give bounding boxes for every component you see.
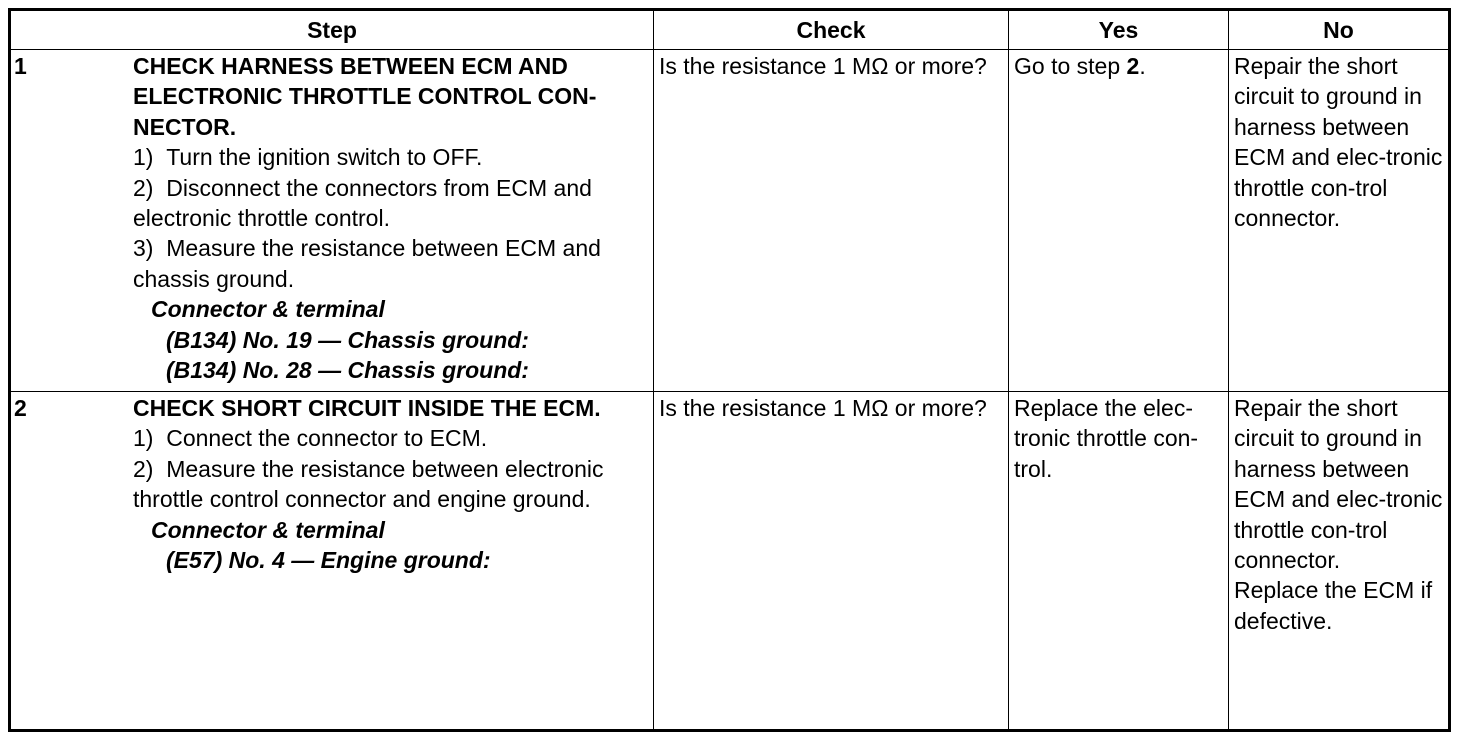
step-instruction: 2) Measure the resistance between electronic throttle control connector and engine ground.: [133, 455, 604, 513]
connector-heading: Connector & terminal: [151, 516, 385, 543]
yes-step-ref: 2: [1126, 53, 1140, 79]
yes-cell: [1009, 50, 1229, 392]
header-check: Check: [654, 10, 1009, 50]
step-title: CHECK HARNESS BETWEEN ECM AND ELECTRONIC THROTTLE CONTROL CON-NECTOR.: [133, 53, 597, 140]
step-cell: [10, 50, 654, 392]
connector-heading: Connector & terminal: [151, 296, 385, 323]
header-step: Step: [10, 10, 654, 50]
step-instruction: 1) Turn the ignition switch to OFF.: [133, 144, 483, 171]
yes-cell: Replace the elec-tronic throttle con-trol.: [1009, 392, 1229, 731]
table-row: [10, 50, 1450, 392]
step-number: 2: [14, 395, 27, 421]
step-cell: [10, 392, 654, 731]
header-yes: Yes: [1009, 10, 1229, 50]
step-number: 1: [14, 53, 27, 79]
yes-text: Go to step: [1014, 53, 1127, 79]
diagnostic-table: [8, 8, 1451, 732]
no-text: Repair the short circuit to ground in harness between ECM and elec-tronic throttle con-trol connector.: [1234, 395, 1443, 574]
header-no: No: [1229, 10, 1450, 50]
step-title: CHECK SHORT CIRCUIT INSIDE THE ECM.: [133, 395, 601, 421]
step-instruction: 2) Disconnect the connectors from ECM and electronic throttle control.: [133, 174, 592, 232]
connector-terminal: (B134) No. 28 — Chassis ground:: [166, 357, 529, 384]
table-row: [10, 392, 1450, 731]
step-instruction: 1) Connect the connector to ECM.: [133, 425, 488, 452]
no-text-extra: Replace the ECM if defective.: [1234, 577, 1433, 634]
connector-terminal: (E57) No. 4 — Engine ground:: [166, 547, 491, 574]
check-cell: Is the resistance 1 MΩ or more?: [654, 50, 1009, 392]
connector-terminal: (B134) No. 19 — Chassis ground:: [166, 326, 529, 353]
yes-text-end: .: [1139, 53, 1146, 79]
header-row: [10, 10, 1450, 50]
step-instruction: 3) Measure the resistance between ECM and chassis ground.: [133, 235, 601, 292]
no-cell: Repair the short circuit to ground in harness between ECM and elec-tronic throttle con-trol connector.: [1229, 50, 1450, 392]
no-cell: [1229, 392, 1450, 731]
check-cell: Is the resistance 1 MΩ or more?: [654, 392, 1009, 731]
